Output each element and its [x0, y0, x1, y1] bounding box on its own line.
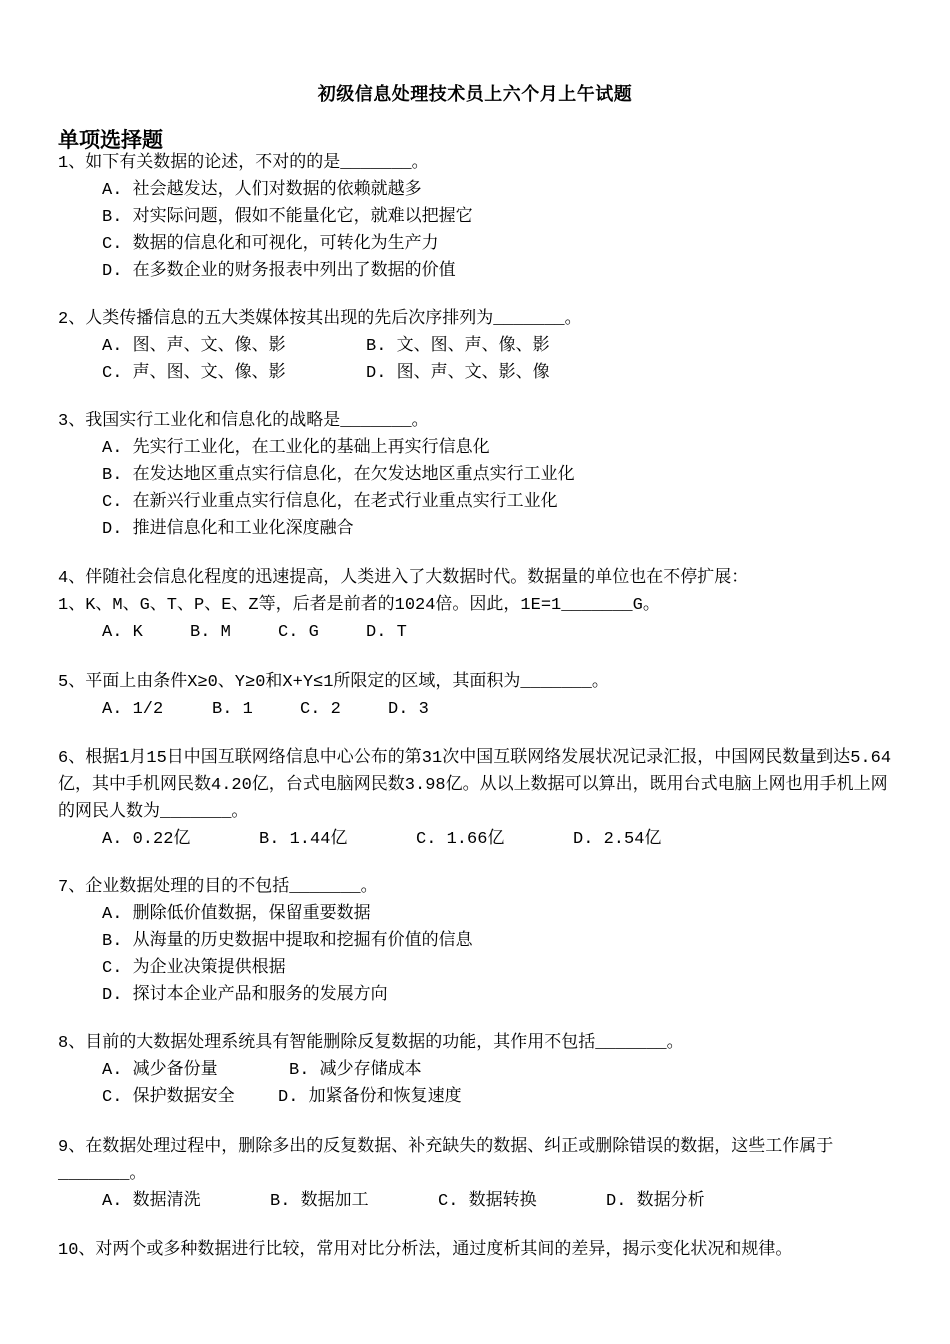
question-stem: 8、目前的大数据处理系统具有智能删除反复数据的功能，其作用不包括_______。 — [58, 1034, 684, 1053]
option-b: B. 1.44亿 — [259, 830, 348, 849]
option-c: C. 为企业决策提供根据 — [102, 959, 286, 978]
option-a: A. 1/2 — [102, 700, 164, 719]
option-d: D. 推进信息化和工业化深度融合 — [102, 520, 354, 539]
question-stem: 7、企业数据处理的目的不包括_______。 — [58, 878, 378, 897]
question-stem: 9、在数据处理过程中，删除多出的反复数据、补充缺失的数据、纠正或删除错误的数据，这些工作属于_______。 — [58, 1138, 834, 1184]
question-stem: 1、如下有关数据的论述，不对的的是_______。 — [58, 154, 429, 173]
option-c: C. 数据的信息化和可视化，可转化为生产力 — [102, 235, 439, 254]
option-a: A. 删除低价值数据，保留重要数据 — [102, 905, 371, 924]
page-title: 初级信息处理技术员上六个月上午试题 — [317, 84, 633, 104]
option-a: A. 先实行工业化，在工业化的基础上再实行信息化 — [102, 439, 490, 458]
option-d: D. 数据分析 — [606, 1192, 705, 1211]
option-a: A. 社会越发达，人们对数据的依赖就越多 — [102, 181, 422, 200]
question-9 — [58, 1134, 898, 1215]
option-b: B. 数据加工 — [270, 1192, 369, 1211]
option-a: A. 减少备份量 — [102, 1061, 218, 1080]
option-a: A. 图、声、文、像、影 — [102, 337, 286, 356]
option-b: B. 文、图、声、像、影 — [366, 337, 550, 356]
option-a: A. 0.22亿 — [102, 830, 191, 849]
section-heading: 单项选择题 — [58, 128, 163, 152]
option-d: D. 3 — [388, 700, 429, 719]
question-stem: 3、我国实行工业化和信息化的战略是_______。 — [58, 412, 429, 431]
option-d: D. 图、声、文、影、像 — [366, 364, 550, 383]
option-b: B. 在发达地区重点实行信息化，在欠发达地区重点实行工业化 — [102, 466, 575, 485]
option-c: C. 1.66亿 — [416, 830, 505, 849]
option-b: B. 1 — [212, 700, 253, 719]
option-c: C. 2 — [300, 700, 341, 719]
option-c: C. 保护数据安全 — [102, 1088, 235, 1107]
question-stem: 10、对两个或多种数据进行比较，常用对比分析法，通过度析其间的差异，揭示变化状况和规律。 — [58, 1241, 793, 1260]
option-d: D. 加紧备份和恢复速度 — [278, 1088, 462, 1107]
question-6 — [58, 745, 898, 853]
option-b: B. 减少存储成本 — [289, 1061, 422, 1080]
option-a: A. 数据清洗 — [102, 1192, 201, 1211]
option-c: C. G — [278, 623, 319, 642]
question-stem: 5、平面上由条件X≥0、Y≥0和X+Y≤1所限定的区域，其面积为_______。 — [58, 673, 609, 692]
question-3 — [58, 408, 898, 543]
option-d: D. T — [366, 623, 407, 642]
option-d: D. 在多数企业的财务报表中列出了数据的价值 — [102, 262, 456, 281]
question-4 — [58, 565, 898, 646]
option-b: B. 从海量的历史数据中提取和挖掘有价值的信息 — [102, 932, 473, 951]
question-7 — [58, 874, 898, 1009]
option-c: C. 声、图、文、像、影 — [102, 364, 286, 383]
option-d: D. 2.54亿 — [573, 830, 662, 849]
question-2 — [58, 306, 898, 387]
question-10 — [58, 1237, 898, 1264]
question-1 — [58, 150, 898, 285]
question-stem: 4、伴随社会信息化程度的迅速提高，人类进入了大数据时代。数据量的单位也在不停扩展： — [58, 569, 749, 588]
option-b: B. M — [190, 623, 231, 642]
question-stem: 6、根据1月15日中国互联网络信息中心公布的第31次中国互联网络发展状况记录汇报，中国网民数量到达5.64亿，其中手机网民数4.20亿，台式电脑网民数3.98亿。从以上数据可以算出，既用台式电脑上网也用手机上网的网民人数为_______。 — [58, 749, 892, 822]
question-stem: 2、人类传播信息的五大类媒体按其出现的先后次序排列为_______。 — [58, 310, 582, 329]
option-b: B. 对实际问题，假如不能量化它，就难以把握它 — [102, 208, 473, 227]
question-8 — [58, 1030, 898, 1111]
question-5 — [58, 669, 898, 723]
option-c: C. 在新兴行业重点实行信息化，在老式行业重点实行工业化 — [102, 493, 558, 512]
option-a: A. K — [102, 623, 143, 642]
option-c: C. 数据转换 — [438, 1192, 537, 1211]
question-stem-continued: 1、K、M、G、T、P、E、Z等，后者是前者的1024倍。因此，1E=1_______G。 — [58, 596, 660, 615]
option-d: D. 探讨本企业产品和服务的发展方向 — [102, 986, 388, 1005]
